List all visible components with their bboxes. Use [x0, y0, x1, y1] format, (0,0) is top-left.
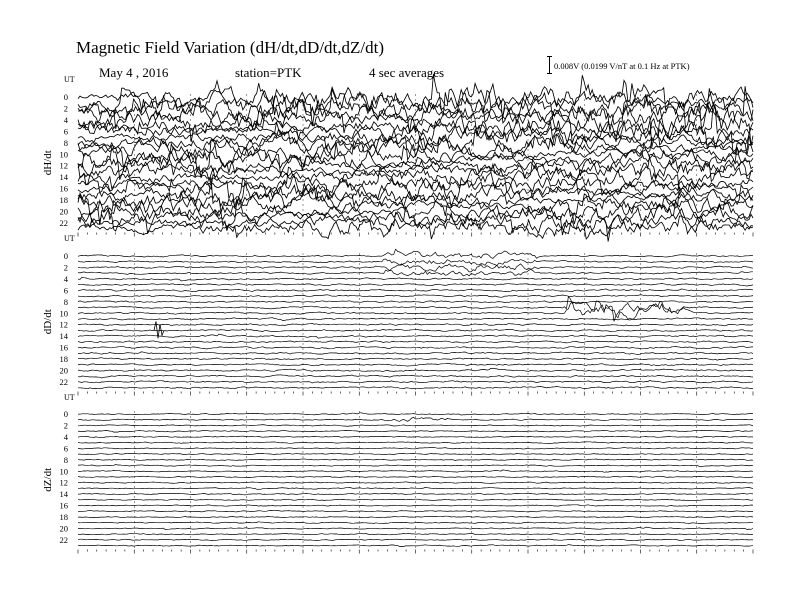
trace-line: [78, 301, 753, 303]
averaging-label: 4 sec averages: [369, 65, 445, 80]
trace-line: [78, 329, 753, 331]
hour-label: 0: [63, 409, 68, 419]
hour-label: 6: [63, 285, 68, 296]
hour-label: 8: [63, 454, 68, 465]
hour-label: 18: [59, 354, 68, 365]
trace-line: [78, 375, 753, 378]
hour-label: 0: [63, 92, 68, 102]
hour-label: 6: [63, 126, 68, 137]
hour-label: 12: [59, 160, 68, 171]
scale-label: 0.008V (0.0199 V/nT at 0.1 Hz at PTK): [554, 61, 690, 71]
chart-title: Magnetic Field Variation (dH/dt,dD/dt,dZ/dt): [76, 38, 385, 57]
date-label: May 4 , 2016: [99, 65, 169, 80]
hour-label: 20: [59, 206, 68, 217]
hour-label: 8: [63, 296, 68, 307]
time-axis-label: UT: [64, 393, 75, 402]
trace-line: [78, 380, 753, 383]
hour-label: 12: [59, 477, 68, 488]
hour-label: 2: [63, 103, 68, 114]
hour-label: 14: [59, 489, 68, 500]
hour-label: 14: [59, 172, 68, 183]
panel-ylabel: dZ/dt: [42, 467, 54, 492]
hour-label: 2: [63, 262, 68, 273]
trace-line: [78, 413, 753, 415]
panel-ylabel: dD/dt: [42, 309, 54, 335]
trace-line: [78, 499, 753, 501]
time-axis-label: UT: [64, 75, 75, 84]
hour-label: 22: [59, 376, 68, 387]
hour-label: 8: [63, 137, 68, 148]
hour-label: 22: [59, 534, 68, 545]
trace-line: [78, 264, 753, 272]
trace-line: [78, 505, 753, 506]
trace-line: [78, 277, 753, 281]
hour-label: 18: [59, 195, 68, 206]
trace-line: [78, 539, 753, 541]
hour-label: 16: [59, 183, 68, 194]
hour-label: 10: [59, 149, 68, 160]
hour-label: 12: [59, 319, 68, 330]
hour-label: 16: [59, 500, 68, 511]
hour-label: 20: [59, 365, 68, 376]
trace-line: [78, 493, 753, 495]
trace-line: [78, 341, 753, 343]
trace-line: [78, 295, 753, 298]
station-label: station=PTK: [235, 65, 302, 80]
trace-line: [78, 533, 753, 534]
panel-ylabel: dH/dt: [42, 150, 54, 176]
hour-label: 6: [63, 443, 68, 454]
trace-line: [78, 387, 753, 389]
hour-label: 0: [63, 251, 68, 261]
hour-label: 4: [63, 114, 68, 125]
hour-label: 20: [59, 523, 68, 534]
hour-label: 16: [59, 342, 68, 353]
hour-label: 4: [63, 431, 68, 442]
trace-line: [78, 459, 753, 461]
hour-label: 4: [63, 273, 68, 284]
hour-label: 18: [59, 512, 68, 523]
hour-label: 2: [63, 420, 68, 431]
hour-label: 22: [59, 217, 68, 228]
time-axis-label: UT: [64, 234, 75, 243]
hour-label: 10: [59, 466, 68, 477]
trace-line: [78, 511, 753, 512]
hour-label: 14: [59, 331, 68, 342]
trace-line: [78, 453, 753, 455]
hour-label: 10: [59, 308, 68, 319]
